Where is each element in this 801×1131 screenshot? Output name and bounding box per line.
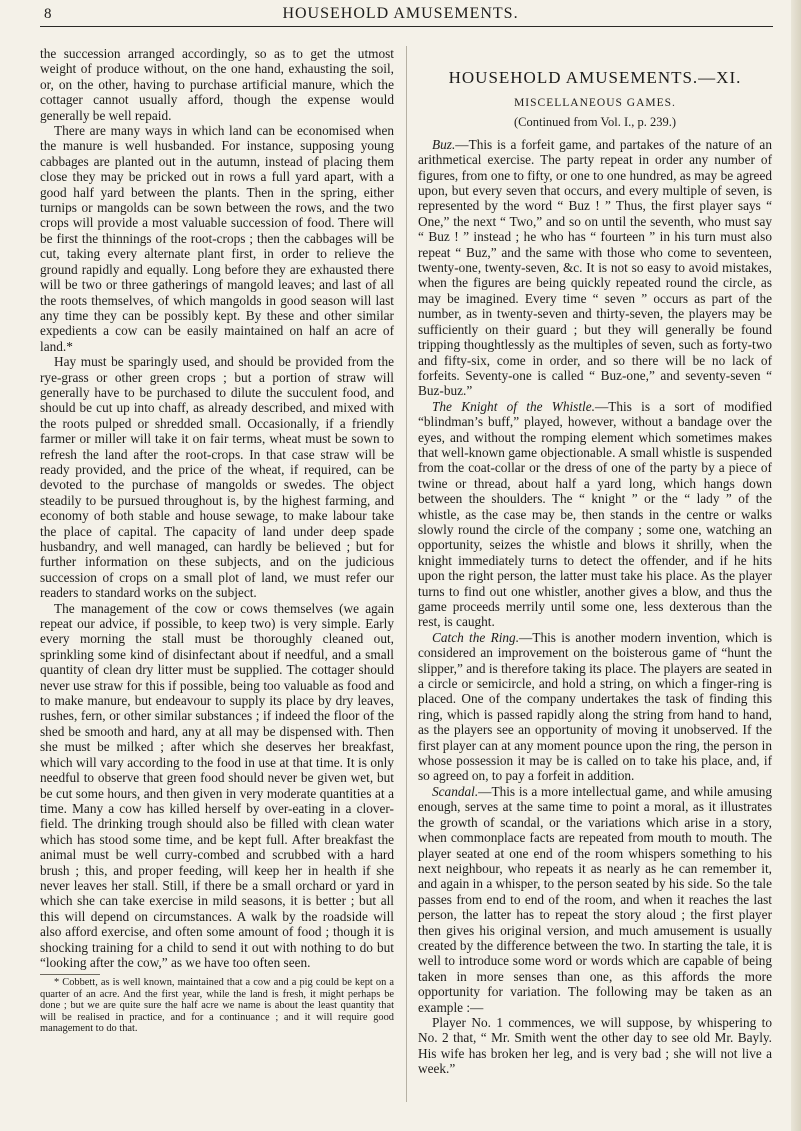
- section-note: (Continued from Vol. I., p. 239.): [513, 115, 677, 130]
- game-text: —This is another modern invention, which is considered an improvement on the boisterous game of “hunt the slipper,” and is therefore taking its place. The players are seated in a circle or semicircle, and hold a string, on which a finger-ring is placed. One of the company undertakes the task of finding this ring, which is passed rapidly along the string from hand to hand, as the players see an opportunity of moving it unobserved. If the first player can at any moment pounce upon the ring, the person in whose possession it may be is called on to take his place, and, if so agreed on, to pay a forfeit in addition.: [418, 629, 772, 784]
- game-entry-scandal: [418, 784, 772, 1015]
- game-entry-catch-the-ring: [418, 630, 772, 784]
- closing-paragraph: Player No. 1 commences, we will suppose, by whispering to No. 2 that, “ Mr. Smith went the other day to see old Mr. Bayly. His wife has broken her leg, and is very bad ; she will not live a week.”: [418, 1014, 772, 1077]
- footnote: * Cobbett, as is well known, maintained that a cow and a pig could be kept on a quarter of an acre. And the first year, while the land is fresh, it might perhaps be done ; but we are quite sure the half acre we name is about the least quantity that will be realised in practice, and for a continuance ; and it will require good management to do that.: [40, 977, 394, 1034]
- paragraph: Hay must be sparingly used, and should be provided from the rye-grass or other green crops ; but a portion of straw will generally have to be purchased to dilute the succulent food, and should be cut up into chaff, as already described, and mixed with the roots pulped or shredded small. Occasionally, if a friendly farmer or miller will take it on fair terms, wheat must be sown to refresh the land after the root-crops. In that case straw will be ready provided, and the price of the wheat, if required, can be devoted to the purchase of mangolds or swedes. The object steadily to be pursued throughout is, by the highest farming, and economy of both stable and house sewage, to make labour take the place of capital. The capacity of land under deep spade husbandry, and well managed, can hardly be believed ; but for further information on these subjects, and on the judicious succession of crops on a small plot of land, we must refer our readers to standard works on the subject.: [40, 354, 394, 601]
- game-entry-knight-of-the-whistle: [418, 399, 772, 630]
- game-name: Buz.: [432, 136, 456, 152]
- game-name: Catch the Ring.: [432, 629, 520, 645]
- section-subtitle: MISCELLANEOUS GAMES.: [514, 97, 676, 109]
- header-rule: [40, 26, 773, 27]
- page-edge: [791, 0, 801, 1131]
- section-title: HOUSEHOLD AMUSEMENTS.—XI.: [448, 68, 742, 87]
- right-column: [418, 46, 772, 1077]
- footnote-rule: [40, 974, 100, 975]
- paragraph: The management of the cow or cows themselves (we again repeat our advice, if possible, to keep two) is very simple. Early every morning the stall must be thoroughly cleaned out, sprinkling some kind of disinfectant about if needful, and a small quantity of clean dry litter must be supplied. The cottager should never use straw for this if possible, being too valuable as food and to make manure, but endeavour to supply its place by dry leaves, rushes, fern, or other similar substances ; if indeed the floor of the shed be smooth and hard, any at all may be dispensed with. Then she must be milked ; after which she deserves her breakfast, which will vary according to the food in use at that time. It is only needful to observe that green food should never be given wet, but be cut some hours, and then given in very moderate quantities at a time. Many a cow has killed herself by over-eating in a clover-field. The drinking trough should also be filled with clean water which has stood some time, and be kept full. After breakfast the animal must be well curry-combed and scrubbed with a hard brush ; this, and proper feeding, will keep her in health if she never leaves her stall. Still, if there be a small orchard or yard in which she can take exercise in mild seasons, it is better ; but all this will depend on circumstances. A walk by the roadside will also afford exercise, and often some amount of food ; though it is shocking training for a child to send it out with nothing to do but “looking after the cow,” as we have too often seen.: [40, 600, 394, 970]
- game-text: —This is a more intellectual game, and while amusing enough, serves at the same time to point a moral, as it illustrates the growth of scandal, or the variations which arise in a story, when commonplace facts are repeated from mouth to mouth. The player seated at one end of the room whispers something to his next neighbour, who repeats it as nearly as he can remember it, and again in a whisper, to the person seated by his side. So the tale passes from end to end of the room, and when it reaches the last person, the latter has to repeat the story aloud ; the first player then gives his original version, and much amusement is usually created by the difference between the two. In starting the tale, it is well to introduce some word or words which are capable of being taken in more senses than one, as this affords the more opportunity for variation. The following may be taken as an example :—: [418, 783, 772, 1015]
- game-text: —This is a sort of modified “blindman’s buff,” played, however, without a bandage over the eyes, and without the romping element which sometimes makes that well-known game objectionable. A small whistle is suspended from the coat-collar or the dress of one of the party by a piece of twine or thread, about half a yard long, which hangs down between the shoulders. The “ knight ” or the “ lady ” of the whistle, as the case may be, then stands in the centre or walks slowly round the circle of the company ; some one, watching an opportunity, seizes the whistle and blows it shrilly, when the knight immediately turns to detect the offender, and if he hits upon the right person, the latter must take his place. As the player turns to find out one whistler, another gives a blow, and thus the game proceeds merrily until some one, less dexterous than the rest, is caught.: [418, 398, 773, 630]
- paragraph: There are many ways in which land can be economised when the manure is well husbanded. For instance, supposing young cabbages are planted out in the autumn, instead of placing them close they may be pricked out in rows a full yard apart, with a good half yard between the plants. Then in the spring, either turnips or mangolds can be sown between the rows, and the two crops will provide a most valuable succession of food. There will be first the thinnings of the root-crops ; then the cabbages will be cut, taking every alternate plant first, in order to relieve the ground rapidly and equally. Long before they are exhausted there will be two or three gatherings of mangold leaves; and last of all the roots themselves, of which mangolds in good season will last any time they can be possibly kept. By these and other similar expedients a cow can be easily maintained on half an acre of land.*: [40, 123, 394, 354]
- game-name: Scandal.: [432, 783, 479, 799]
- left-column: [40, 46, 394, 1034]
- game-name: The Knight of the Whistle.: [432, 398, 595, 414]
- game-entry-buz: [418, 137, 772, 399]
- paragraph: the succession arranged accordingly, so as to get the utmost weight of produce without, on the one hand, exhausting the soil, or, on the other, having to purchase artificial manure, which the cottager cannot usually afford, though the expense would generally be well repaid.: [40, 46, 394, 123]
- column-divider: [406, 46, 407, 1102]
- game-text: —This is a forfeit game, and partakes of the nature of an arithmetical exercise. The party repeat in order any number of figures, from one to fifty, or one to one hundred, as may be agreed upon, but every seven that occurs, and every multiple of seven, is represented by the word “ Buz ! ” Thus, the first player says “ One,” the next “ Two,” and so on until the seventh, who must say “ Buz ! ” instead ; he who has “ fourteen ” in his turn must also repeat “ Buz,” and the same with those who come to seventeen, twenty-one, twenty-seven, &c. It is not so easy to avoid mistakes, when the figures are being quickly repeated round the circle, as may be imagined. Every time “ seven ” occurs as part of the number, as in twenty-seven and thirty-seven, the players may be sufficiently on their guard ; but they will generally be found tripping thoughtlessly as the multiples of seven, such as forty-two and fifty-six, come in order, and so there will be no lack of forfeits. Seventy-one is called “ Buz-one,” and seventy-seven “ Buz-buz.”: [418, 136, 772, 399]
- page-number: 8: [44, 6, 52, 22]
- running-head: HOUSEHOLD AMUSEMENTS.: [282, 5, 519, 22]
